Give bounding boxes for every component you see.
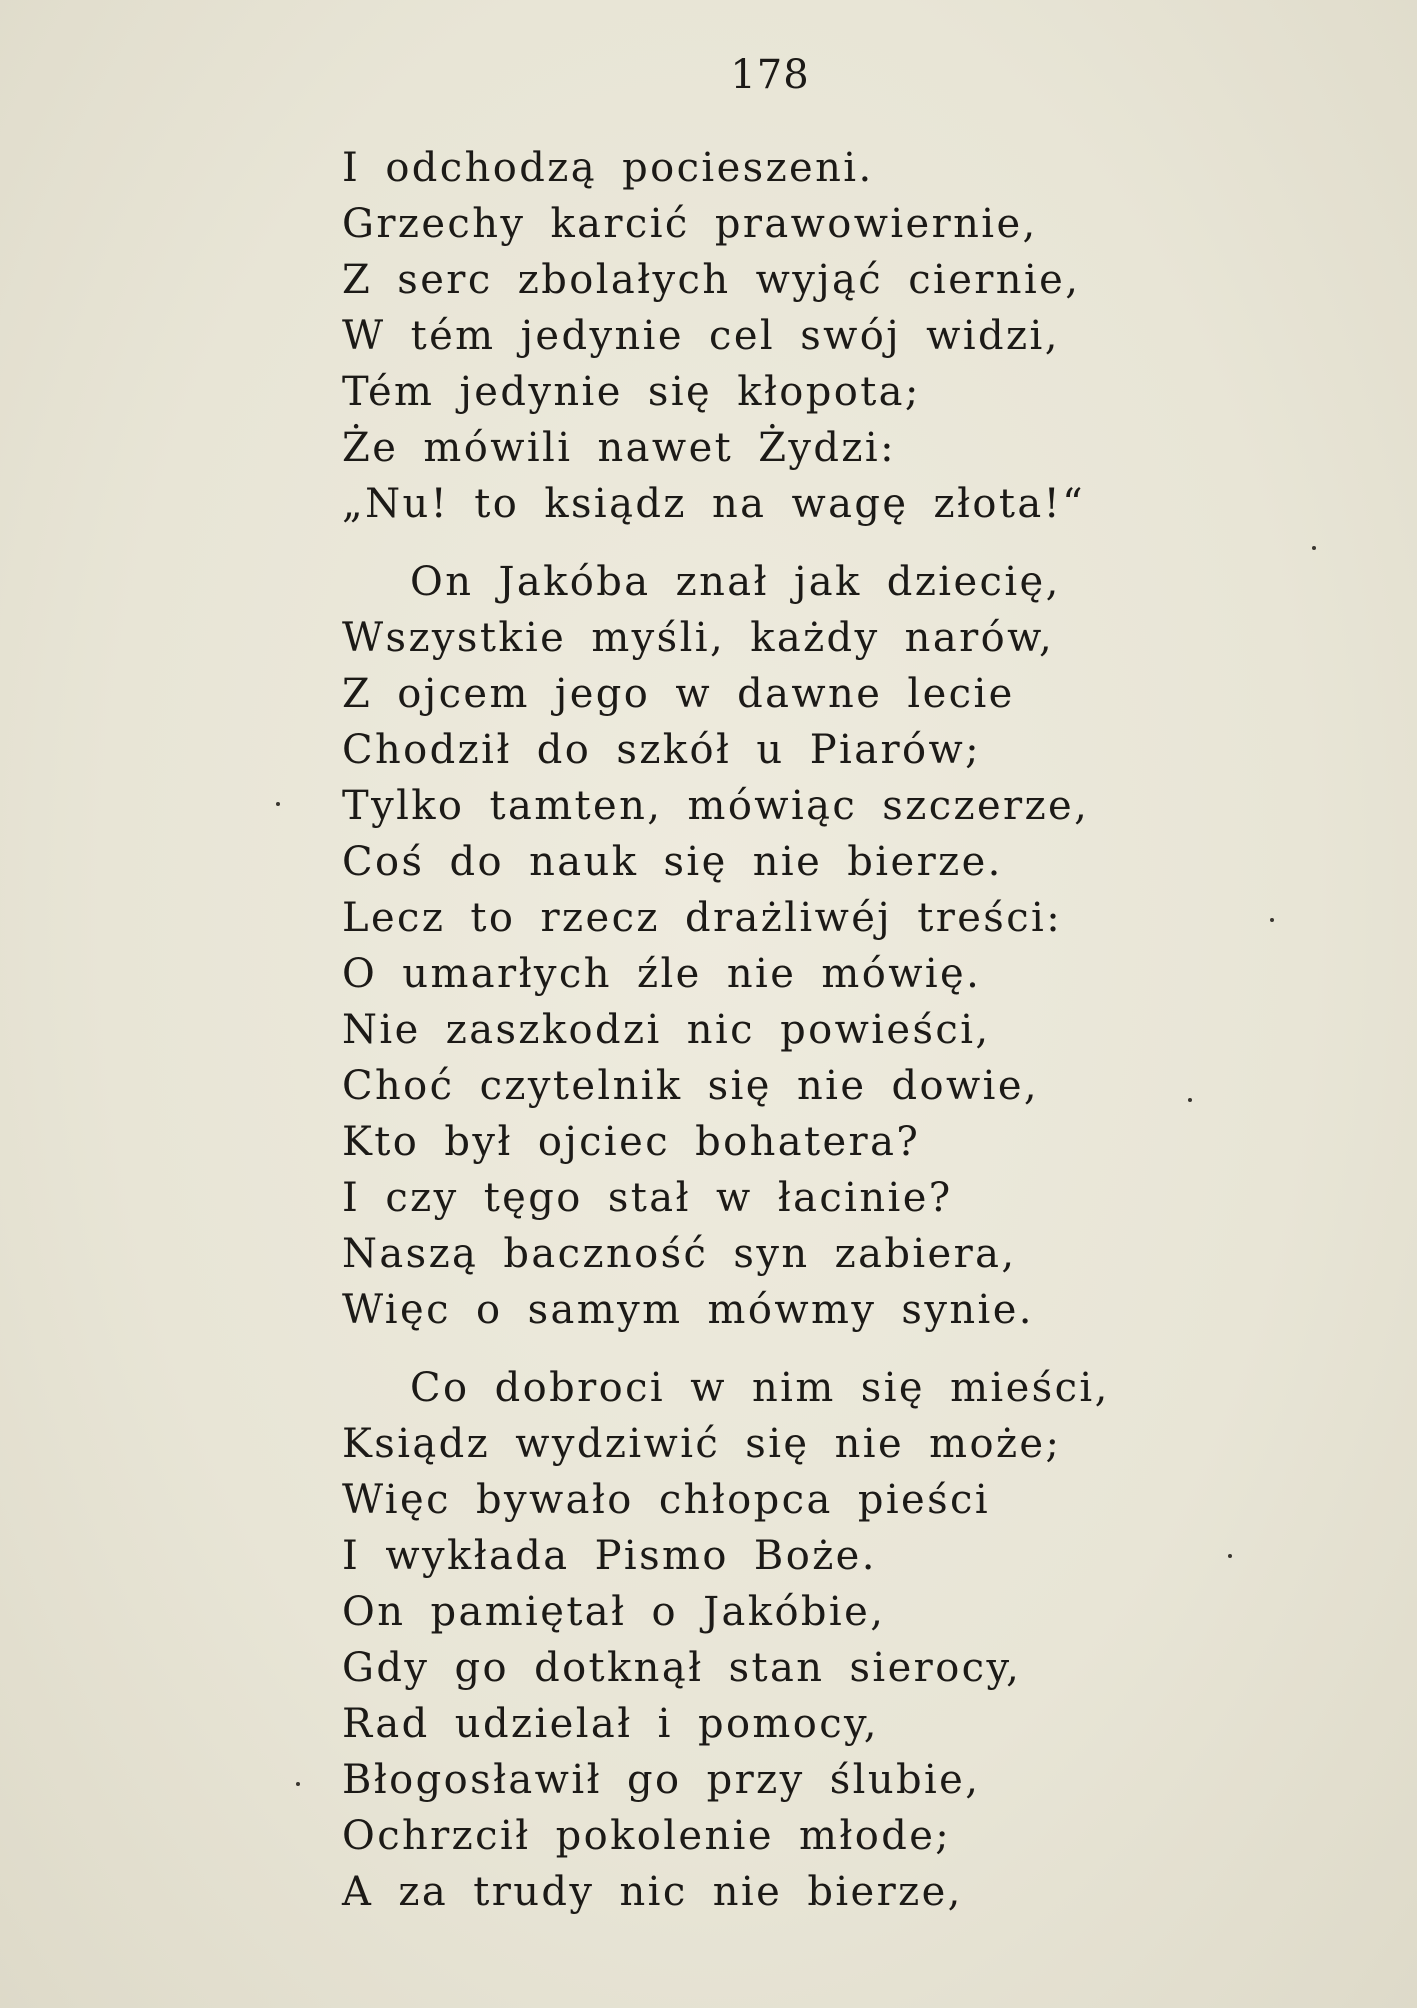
poem-line: Więc bywało chłopca pieści <box>342 1477 991 1523</box>
poem-line: Ochrzcił pokolenie młode; <box>342 1813 952 1859</box>
poem-line: Chodził do szkół u Piarów; <box>342 727 981 773</box>
poem-line: Grzechy karcić prawowiernie, <box>342 201 1038 247</box>
poem-line: Ksiądz wydziwić się nie może; <box>342 1421 1062 1467</box>
paper-speck <box>1228 1554 1232 1558</box>
poem-line: Lecz to rzecz drażliwéj treści: <box>342 895 1063 941</box>
poem-line: A za trudy nic nie bierze, <box>342 1869 963 1915</box>
poem-line: Więc o samym mówmy synie. <box>342 1287 1034 1333</box>
poem-line: Z serc zbolałych wyjąć ciernie, <box>342 257 1081 303</box>
poem-line: Coś do nauk się nie bierze. <box>342 839 1003 885</box>
poem-line: I wykłada Pismo Boże. <box>342 1533 877 1579</box>
paper-speck <box>1270 918 1274 922</box>
poem-line: Gdy go dotknął stan sierocy, <box>342 1645 1022 1691</box>
poem-line: Z ojcem jego w dawne lecie <box>342 671 1015 717</box>
poem-line: O umarłych źle nie mówię. <box>342 951 982 997</box>
stanza-2 <box>342 554 1342 1338</box>
poem-line: W tém jedynie cel swój widzi, <box>342 313 1060 359</box>
poem-line: I czy tęgo stał w łacinie? <box>342 1175 953 1221</box>
poem-line: Co dobroci w nim się mieści, <box>410 1365 1110 1411</box>
poem-line: On pamiętał o Jakóbie, <box>342 1589 886 1635</box>
poem-line: I odchodzą pocieszeni. <box>342 145 874 191</box>
poem-line: Nie zaszkodzi nic powieści, <box>342 1007 991 1053</box>
page-number: 178 <box>730 52 810 98</box>
stanza-1 <box>342 140 1342 532</box>
paper-speck <box>296 1782 300 1786</box>
poem-line: Choć czytelnik się nie dowie, <box>342 1063 1040 1109</box>
stanza-3 <box>342 1360 1342 1920</box>
poem-line: Że mówili nawet Żydzi: <box>342 425 896 471</box>
paper-speck <box>276 802 280 806</box>
poem-line: Naszą baczność syn zabiera, <box>342 1231 1017 1277</box>
poem-line: On Jakóba znał jak dziecię, <box>410 559 1061 605</box>
poem-line: Wszystkie myśli, każdy narów, <box>342 615 1055 661</box>
poem-line: Kto był ojciec bohatera? <box>342 1119 921 1165</box>
poem-line: Rad udzielał i pomocy, <box>342 1701 879 1747</box>
paper-speck <box>1188 1098 1192 1102</box>
poem-line: „Nu! to ksiądz na wagę złota!“ <box>342 481 1085 527</box>
poem-line: Błogosławił go przy ślubie, <box>342 1757 981 1803</box>
poem-line: Tém jedynie się kłopota; <box>342 369 921 415</box>
paper-speck <box>1312 546 1316 550</box>
poem-line: Tylko tamten, mówiąc szczerze, <box>342 783 1090 829</box>
poem-text <box>342 140 1342 1942</box>
